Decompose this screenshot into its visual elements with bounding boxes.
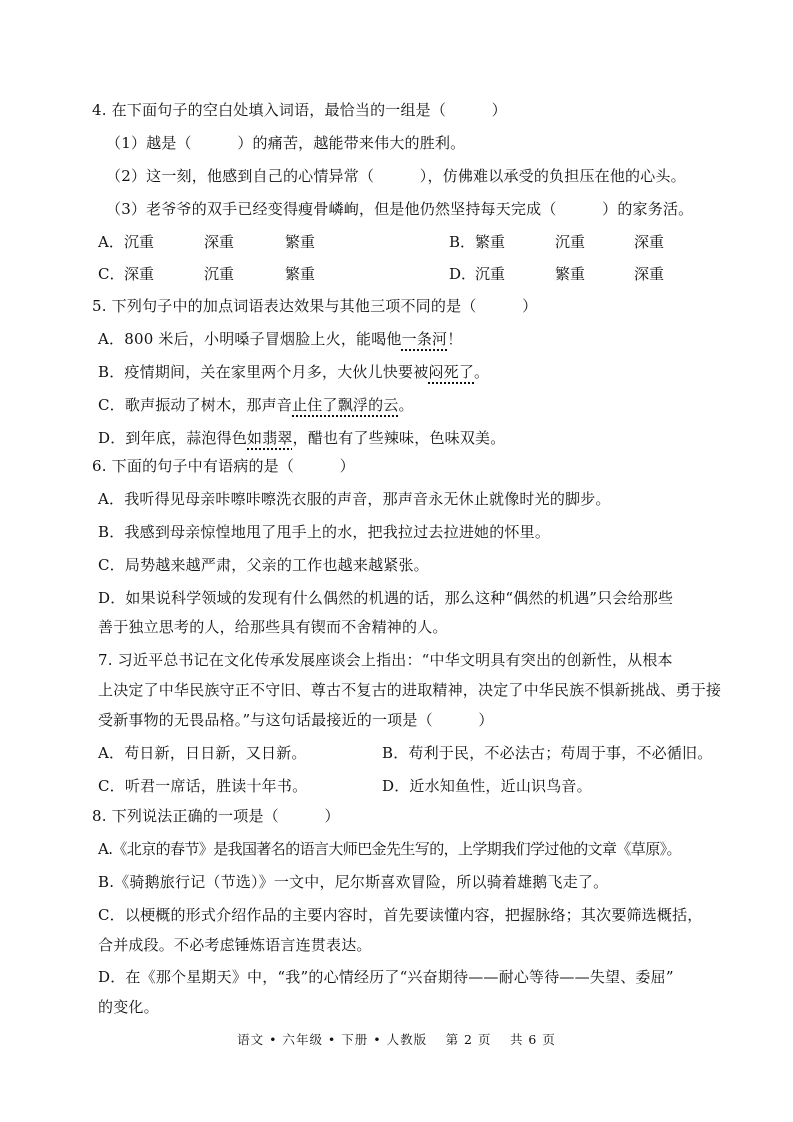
dotted-phrase: 如翡翠 xyxy=(247,429,293,447)
q4-sentence-1: （1）越是（ ）的痛苦，越能带来伟大的胜利。 xyxy=(106,134,466,152)
q8-option-d-line1: D．在《那个星期天》中，“我”的心情经历了“兴奋期待——耐心等待——失望、委屈” xyxy=(98,968,674,986)
q7-stem-line1: 7. 习近平总书记在文化传承发展座谈会上指出：“中华文明具有突出的创新性，从根本 xyxy=(98,651,673,669)
q8-stem: 8. 下列说法正确的一项是（ ） xyxy=(92,807,340,825)
q7-stem-line2: 上决定了中华民族守正不守旧、尊古不复古的进取精神，决定了中华民族不惧新挑战、勇于接 xyxy=(98,681,722,699)
option-word: 深重 xyxy=(634,265,665,283)
option-word: 深重 xyxy=(634,233,665,251)
q4-stem: 4. 在下面句子的空白处填入词语，最恰当的一组是（ ） xyxy=(92,101,507,119)
option-word: 繁重 xyxy=(475,233,506,251)
q6-option-c: C．局势越来越严肃，父亲的工作也越来越紧张。 xyxy=(98,556,429,574)
q6-stem: 6. 下面的句子中有语病的是（ ） xyxy=(92,457,355,475)
option-word: 沉重 xyxy=(124,233,155,251)
q7-option-a: A．苟日新，日日新，又日新。 xyxy=(98,744,307,762)
page-footer: 语文 • 六年级 • 下册 • 人教版 第 2 页 共 6 页 xyxy=(237,1032,556,1047)
dotted-phrase: 一条河 xyxy=(401,330,448,348)
option-word: 繁重 xyxy=(285,265,316,283)
q5-option-a: A．800 米后，小明嗓子冒烟脸上火，能喝他一条河！ xyxy=(98,330,463,348)
q8-option-b: B.《骑鹅旅行记（节选）》一文中，尼尔斯喜欢冒险，所以骑着雄鹅飞走了。 xyxy=(98,873,609,891)
q8-option-a: A.《北京的春节》是我国著名的语言大师巴金先生写的，上学期我们学过他的文章《草原》。 xyxy=(98,840,681,858)
q7-option-b: B．苟利于民，不必法古；苟周于事，不必循旧。 xyxy=(382,744,713,762)
q8-option-d-line2: 的变化。 xyxy=(98,998,159,1016)
option-word: 繁重 xyxy=(555,265,586,283)
q5-stem: 5. 下列句子中的加点词语表达效果与其他三项不同的是（ ） xyxy=(92,297,538,315)
q4-sentence-2: （2）这一刻，他感到自己的心情异常（ ），仿佛难以承受的负担压在他的心头。 xyxy=(106,167,686,185)
option-label: D． xyxy=(449,265,477,283)
q6-option-d-line1: D．如果说科学领域的发现有什么偶然的机遇的话，那么这种“偶然的机遇”只会给那些 xyxy=(98,589,674,607)
q6-option-b: B．我感到母亲惊惶地甩了甩手上的水，把我拉过去拉进她的怀里。 xyxy=(98,523,551,541)
option-word: 繁重 xyxy=(285,233,316,251)
option-word: 沉重 xyxy=(204,265,235,283)
q4-sentence-3: （3）老爷爷的双手已经变得瘦骨嶙峋，但是他仍然坚持每天完成（ ）的家务活。 xyxy=(106,200,694,218)
dotted-phrase: 止住了飘浮的云 xyxy=(292,396,399,414)
q8-option-c-line2: 合并成段。不必考虑锤炼语言连贯表达。 xyxy=(98,936,372,954)
q6-option-a: A．我听得见母亲咔嚓咔嚓洗衣服的声音，那声音永无休止就像时光的脚步。 xyxy=(98,490,611,508)
dotted-phrase: 闷死了 xyxy=(428,363,475,381)
option-word: 沉重 xyxy=(555,233,586,251)
option-label: A． xyxy=(98,233,124,251)
option-word: 沉重 xyxy=(475,265,506,283)
q6-option-d-line2: 善于独立思考的人，给那些具有锲而不舍精神的人。 xyxy=(98,618,448,636)
option-label: C． xyxy=(98,265,125,283)
q7-option-d: D．近水知鱼性，近山识鸟音。 xyxy=(382,777,592,795)
option-word: 深重 xyxy=(124,265,155,283)
option-label: B． xyxy=(449,233,476,251)
q7-stem-line3: 受新事物的无畏品格。”与这句话最接近的一项是（ ） xyxy=(98,711,494,729)
q5-option-b: B．疫情期间，关在家里两个月多，大伙儿快要被闷死了。 xyxy=(98,363,490,381)
q8-option-c-line1: C．以梗概的形式介绍作品的主要内容时，首先要读懂内容，把握脉络；其次要筛选概括， xyxy=(98,906,703,924)
q5-option-d: D．到年底，蒜泡得色如翡翠，醋也有了些辣味，色味双美。 xyxy=(98,429,506,447)
q5-option-c: C．歌声振动了树木，那声音止住了飘浮的云。 xyxy=(98,396,414,414)
option-word: 深重 xyxy=(204,233,235,251)
q7-option-c: C．听君一席话，胜读十年书。 xyxy=(98,777,308,795)
